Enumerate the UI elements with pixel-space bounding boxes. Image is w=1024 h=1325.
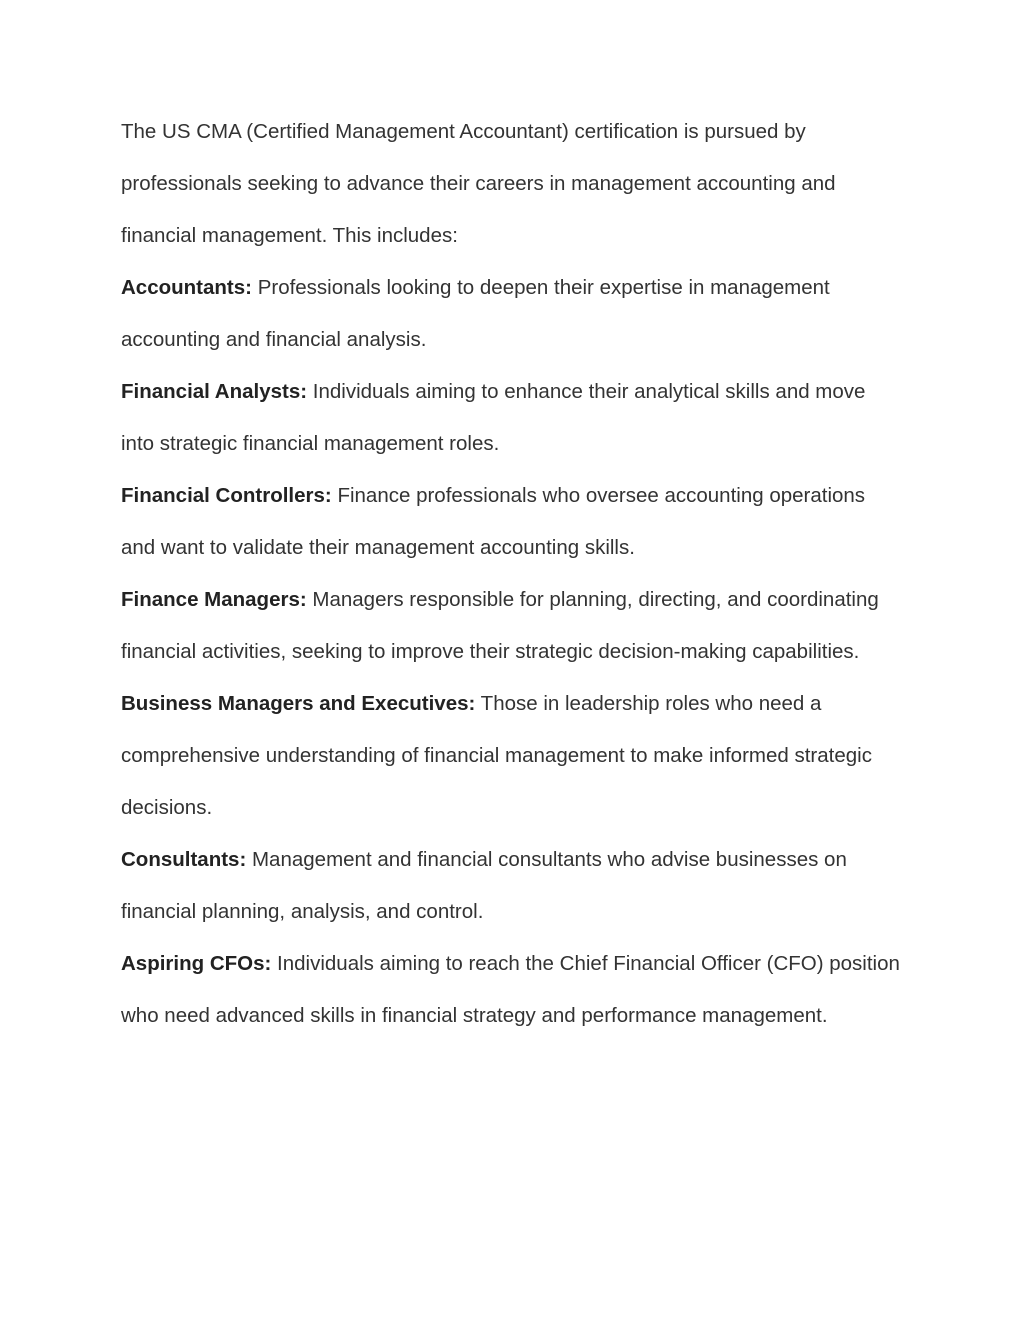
list-item [121,574,901,678]
item-term: Financial Controllers: [121,484,332,507]
item-term: Finance Managers: [121,588,307,611]
item-term: Aspiring CFOs: [121,952,272,975]
list-item [121,938,901,1042]
document-body [121,106,901,1042]
list-item [121,678,901,834]
list-item [121,262,901,366]
list-item [121,470,901,574]
item-term: Consultants: [121,848,247,871]
intro-paragraph: The US CMA (Certified Management Accountant) certification is pursued by professionals seeking to advance their careers in management accounting and financial management. This includes: [121,120,836,247]
item-description: Finance professionals who oversee accounting operations and want to validate their management accounting skills. [121,484,866,559]
item-description: Individuals aiming to reach the Chief Financial Officer (CFO) position who need advanced skills in financial strategy and performance management. [121,952,900,1027]
list-item [121,366,901,470]
item-term: Financial Analysts: [121,380,308,403]
item-description: Individuals aiming to enhance their analytical skills and move into strategic financial management roles. [121,380,866,455]
item-description: Professionals looking to deepen their expertise in management accounting and financial analysis. [121,276,830,351]
item-description: Managers responsible for planning, directing, and coordinating financial activities, seeking to improve their strategic decision-making capabilities. [121,588,879,663]
list-item [121,834,901,938]
item-term: Business Managers and Executives: [121,692,476,715]
item-description: Those in leadership roles who need a comprehensive understanding of financial management to make informed strategic decisions. [121,692,872,819]
item-description: Management and financial consultants who advise businesses on financial planning, analysis, and control. [121,848,847,923]
item-term: Accountants: [121,276,252,299]
